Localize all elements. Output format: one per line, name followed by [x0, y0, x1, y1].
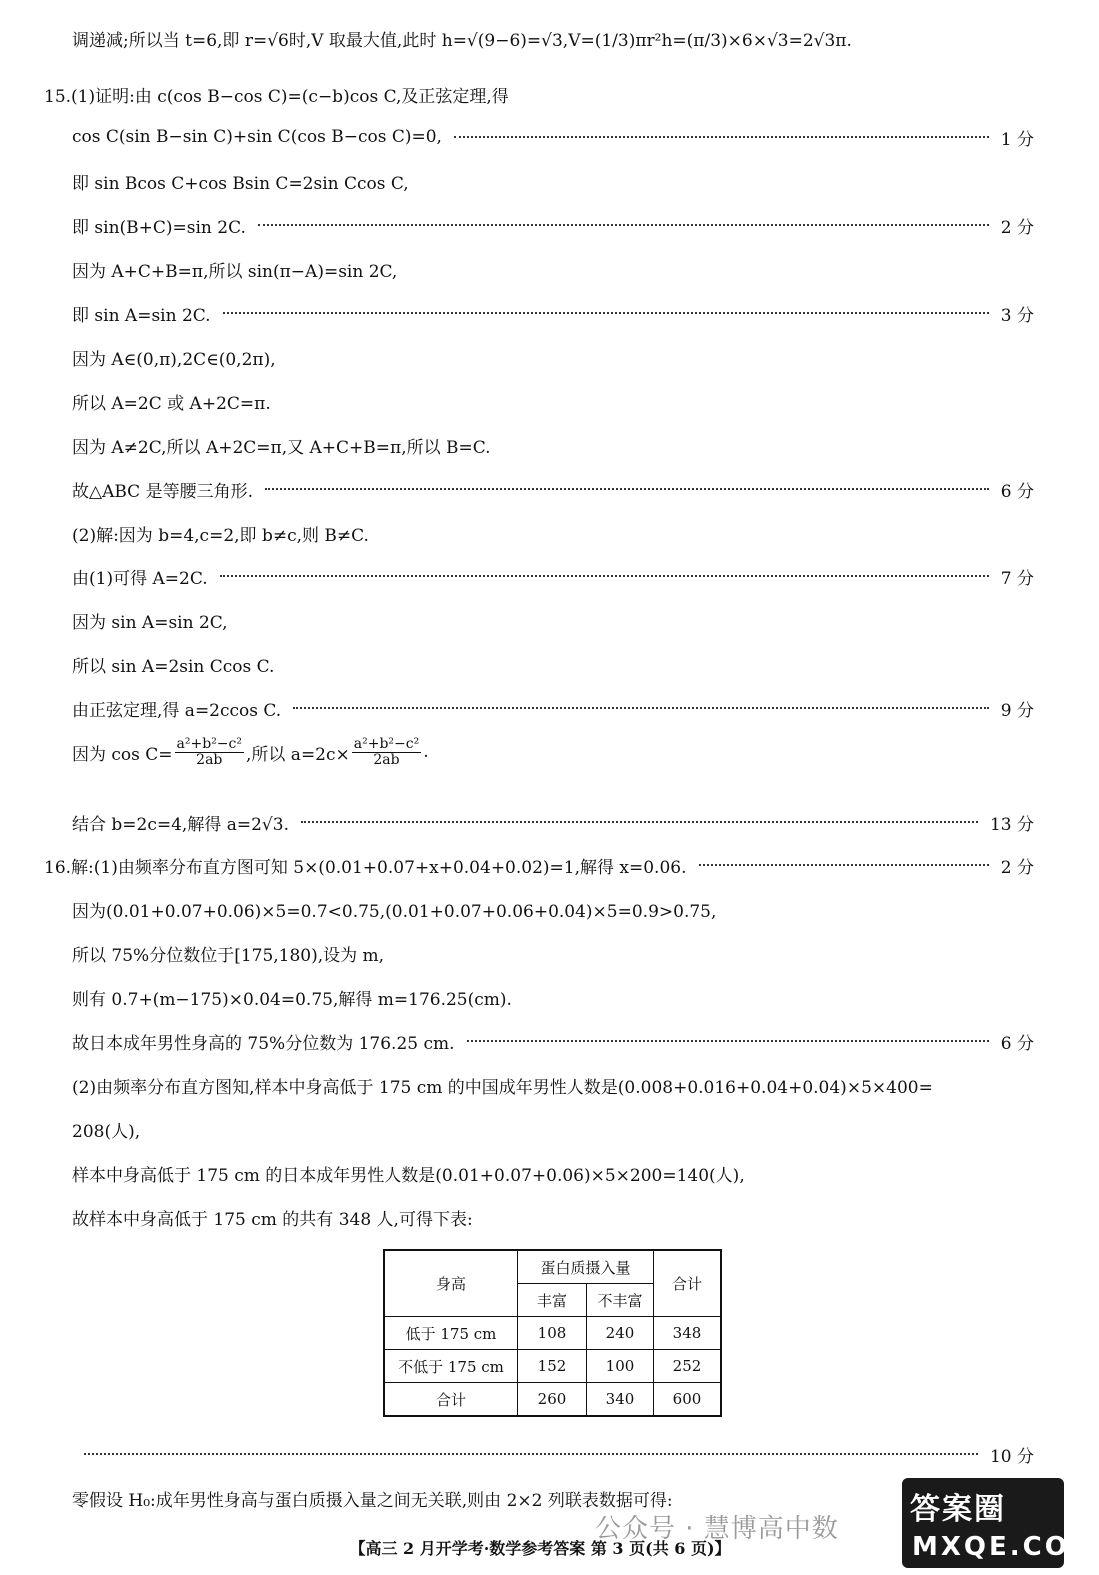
table-header-total: 合计	[654, 1250, 722, 1317]
dotted-leader	[223, 312, 989, 314]
dotted-leader	[258, 224, 989, 226]
table-cell: 348	[654, 1317, 722, 1350]
cos-line-before: 因为 cos C=	[72, 744, 173, 765]
solution-line	[72, 562, 1034, 590]
cos-formula-line	[72, 735, 1034, 768]
dotted-leader	[467, 1040, 989, 1042]
solution-line	[72, 343, 1034, 371]
line-text: 由(1)可得 A=2C.	[72, 568, 208, 589]
solution-line	[72, 387, 1034, 415]
solution-line	[72, 167, 1034, 195]
line-text: (2)解:因为 b=4,c=2,即 b≠c,则 B≠C.	[72, 525, 369, 546]
table-row-label: 不低于 175 cm	[384, 1350, 518, 1383]
solution-line	[72, 211, 1034, 239]
solution-line	[72, 606, 1034, 634]
solution-line	[72, 519, 1034, 547]
dotted-leader	[84, 1453, 978, 1455]
line-text: 故△ABC 是等腰三角形.	[72, 481, 253, 502]
cos-line-after: .	[423, 742, 429, 762]
dotted-leader	[265, 488, 989, 490]
solution-line	[44, 851, 1034, 879]
solution-line	[72, 694, 1034, 722]
dotted-leader	[293, 707, 989, 709]
solution-line	[44, 80, 1034, 108]
fraction-1-numerator: a²+b²−c²	[176, 735, 242, 752]
table-cell: 340	[587, 1383, 654, 1417]
line-text: 所以 75%分位数位于[175,180),设为 m,	[72, 945, 385, 966]
line-text: 调递减;所以当 t=6,即 r=√6时,V 取最大值,此时 h=√(9−6)=√3,V=(1/3)πr²h=(π/3)×6×√3=2√3π.	[72, 30, 852, 51]
line-text: 16.解:(1)由频率分布直方图可知 5×(0.01+0.07+x+0.04+0.02)=1,解得 x=0.06.	[44, 857, 687, 878]
solution-line	[72, 650, 1034, 678]
score-mark: 3 分	[1000, 305, 1034, 326]
table-subheader-rich: 丰富	[518, 1284, 587, 1317]
solution-line	[72, 1203, 1034, 1231]
fraction-1	[175, 737, 244, 767]
dotted-leader	[220, 575, 989, 577]
line-text: 因为 sin A=sin 2C,	[72, 612, 228, 633]
score-mark: 10 分	[989, 1446, 1034, 1467]
line-text: 因为 A+C+B=π,所以 sin(π−A)=sin 2C,	[72, 261, 398, 282]
solution-line	[72, 299, 1034, 327]
cos-line-mid: ,所以 a=2c×	[246, 744, 350, 765]
line-text: 所以 sin A=2sin Ccos C.	[72, 656, 275, 677]
table-cell: 108	[518, 1317, 587, 1350]
line-text: 则有 0.7+(m−175)×0.04=0.75,解得 m=176.25(cm).	[72, 989, 512, 1010]
solution-line	[72, 475, 1034, 503]
table-cell: 152	[518, 1350, 587, 1383]
score-mark: 1 分	[1000, 129, 1034, 150]
solution-line	[72, 1115, 1034, 1143]
table-header-protein: 蛋白质摄入量	[518, 1250, 654, 1284]
line-text: 零假设 H₀:成年男性身高与蛋白质摄入量之间无关联,则由 2×2 列联表数据可得:	[72, 1490, 673, 1511]
line-text: cos C(sin B−sin C)+sin C(cos B−cos C)=0,	[72, 127, 442, 147]
table-cell: 100	[587, 1350, 654, 1383]
logo-line-2: MXQE.COM	[912, 1532, 1099, 1562]
line-text: 故样本中身高低于 175 cm 的共有 348 人,可得下表:	[72, 1209, 473, 1230]
solution-line	[72, 1071, 1034, 1099]
solution-line	[72, 431, 1034, 459]
score-mark: 7 分	[1000, 568, 1034, 589]
fraction-2-numerator: a²+b²−c²	[353, 735, 420, 752]
table-cell: 240	[587, 1317, 654, 1350]
fraction-2-denominator: 2ab	[373, 751, 400, 768]
line-text: 故日本成年男性身高的 75%分位数为 176.25 cm.	[72, 1033, 455, 1054]
dotted-leader	[454, 136, 989, 138]
table-row-label: 低于 175 cm	[384, 1317, 518, 1350]
table-row	[384, 1383, 721, 1417]
table-cell: 252	[654, 1350, 722, 1383]
solution-line	[72, 24, 1034, 52]
solution-line	[72, 983, 1034, 1011]
line-text: (2)由频率分布直方图知,样本中身高低于 175 cm 的中国成年男性人数是(0.008+0.016+0.04+0.04)×5×400=	[72, 1077, 933, 1098]
table-row	[384, 1350, 721, 1383]
watermark-text: 公众号 · 慧博高中数	[595, 1514, 839, 1544]
fraction-1-denominator: 2ab	[196, 751, 223, 768]
solution-line	[72, 895, 1034, 923]
solution-line	[72, 939, 1034, 967]
table-row-label: 合计	[384, 1383, 518, 1417]
solution-line	[72, 1027, 1034, 1055]
fraction-2	[352, 737, 421, 767]
score-mark: 6 分	[1000, 481, 1034, 502]
line-text: 因为 A∈(0,π),2C∈(0,2π),	[72, 349, 276, 370]
score-mark: 6 分	[1000, 1033, 1034, 1054]
line-text: 样本中身高低于 175 cm 的日本成年男性人数是(0.01+0.07+0.06)×5×200=140(人),	[72, 1165, 745, 1186]
line-text: 所以 A=2C 或 A+2C=π.	[72, 393, 271, 414]
solution-line	[72, 1484, 1034, 1512]
dotted-leader	[699, 864, 989, 866]
solution-line	[72, 123, 1034, 151]
score-mark: 9 分	[1000, 700, 1034, 721]
line-text: 15.(1)证明:由 c(cos B−cos C)=(c−b)cos C,及正弦定理,得	[44, 86, 509, 107]
line-text: 结合 b=2c=4,解得 a=2√3.	[72, 814, 289, 835]
table-header-height: 身高	[384, 1250, 518, 1317]
solution-line	[72, 1159, 1034, 1187]
line-text: 由正弦定理,得 a=2ccos C.	[72, 700, 282, 721]
table-subheader-not-rich: 不丰富	[587, 1284, 654, 1317]
table-cell: 260	[518, 1383, 587, 1417]
solution-line	[72, 808, 1034, 836]
line-text: 208(人),	[72, 1121, 141, 1142]
table-row	[384, 1317, 721, 1350]
line-text: 即 sin A=sin 2C.	[72, 305, 211, 326]
score-mark: 13 分	[989, 814, 1034, 835]
line-text: 因为(0.01+0.07+0.06)×5=0.7<0.75,(0.01+0.07+0.06+0.04)×5=0.9>0.75,	[72, 901, 717, 922]
solution-line	[72, 255, 1034, 283]
score-mark: 2 分	[1000, 217, 1034, 238]
dotted-leader	[301, 821, 978, 823]
line-text: 即 sin(B+C)=sin 2C.	[72, 217, 246, 238]
solution-line	[72, 1440, 1034, 1468]
contingency-table	[383, 1249, 722, 1417]
line-text: 即 sin Bcos C+cos Bsin C=2sin Ccos C,	[72, 173, 409, 194]
score-mark: 2 分	[1000, 857, 1034, 878]
line-text: 因为 A≠2C,所以 A+2C=π,又 A+C+B=π,所以 B=C.	[72, 437, 491, 458]
table-cell: 600	[654, 1383, 722, 1417]
logo-line-1: 答案圈	[910, 1492, 1006, 1527]
page-footer: 【高三 2 月开学考·数学参考答案 第 3 页(共 6 页)】	[349, 1539, 731, 1558]
